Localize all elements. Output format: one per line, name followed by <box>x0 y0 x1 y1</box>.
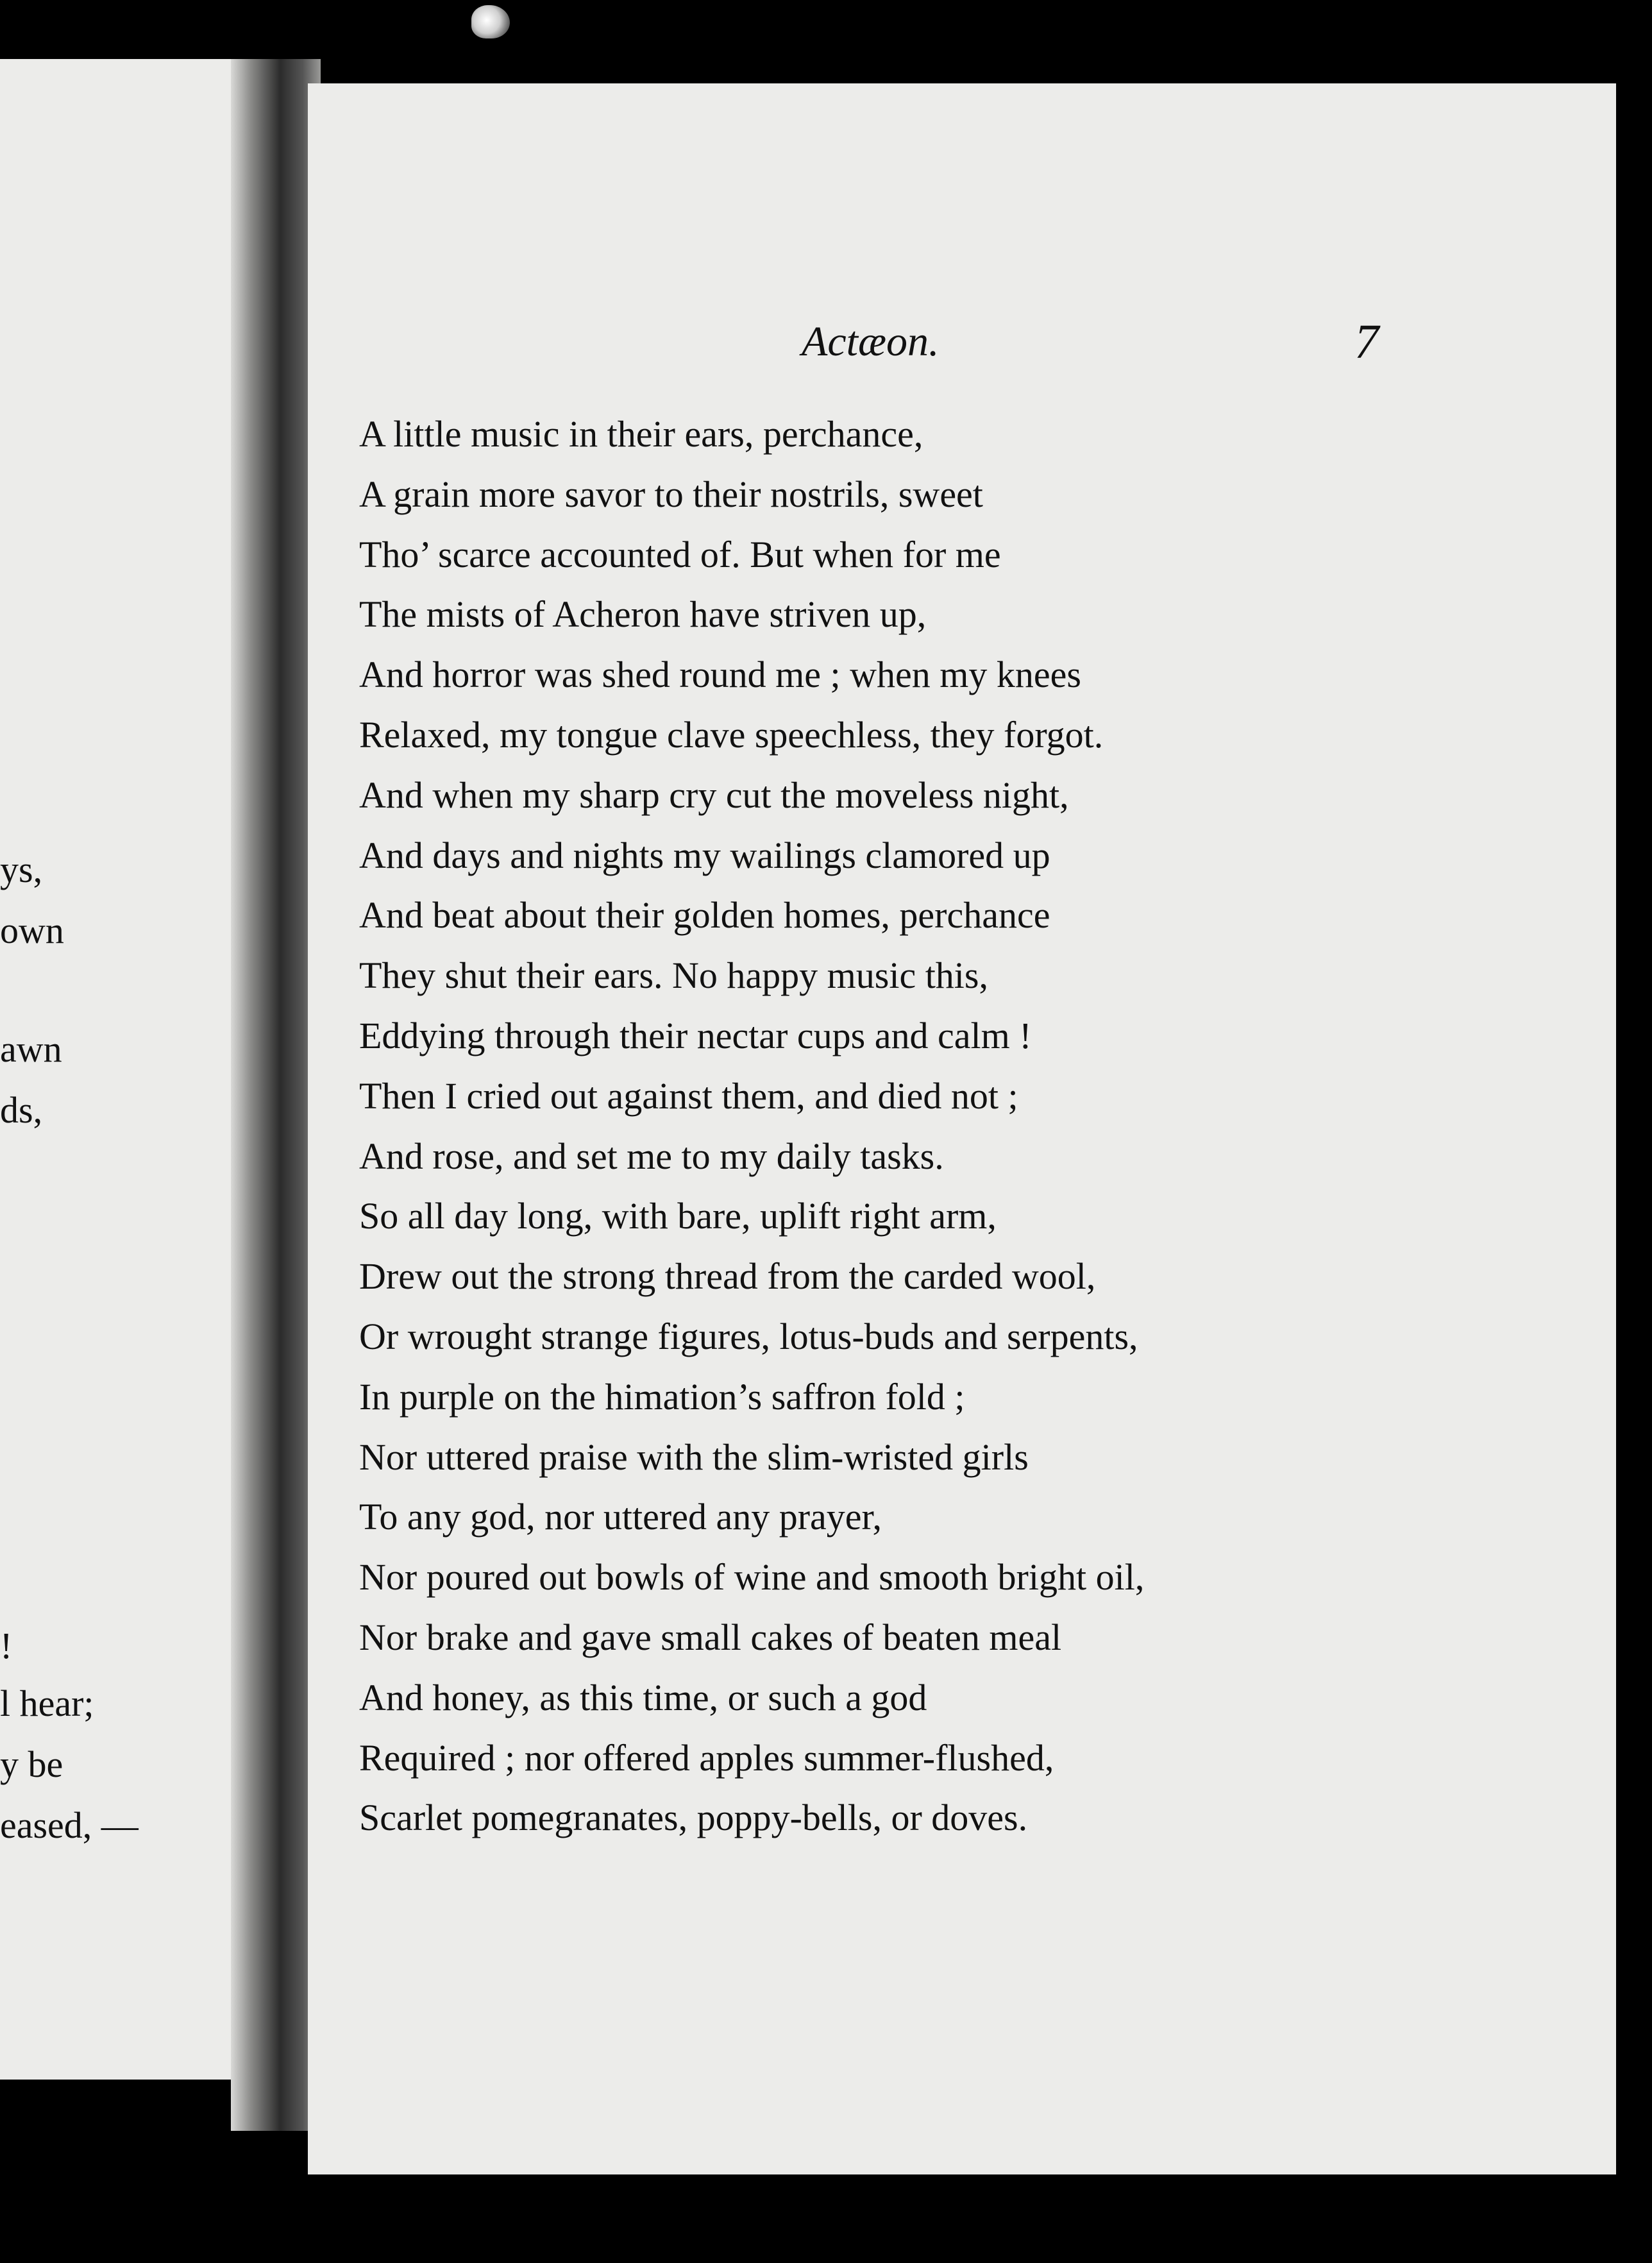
poem-line: And beat about their golden homes, perchance <box>359 894 1050 937</box>
dust-speck <box>471 5 510 38</box>
poem-line: Tho’ scarce accounted of. But when for me <box>359 533 1001 575</box>
poem-line: To any god, nor uttered any prayer, <box>359 1496 882 1538</box>
left-page <box>0 59 269 2080</box>
poem-text <box>359 404 1578 1848</box>
poem-line: A grain more savor to their nostrils, sweet <box>359 473 983 515</box>
poem-line: And when my sharp cry cut the moveless night, <box>359 774 1069 816</box>
poem-line: And horror was shed round me ; when my knees <box>359 654 1081 696</box>
poem-line: Required ; nor offered apples summer-flushed, <box>359 1736 1054 1779</box>
left-page-fragment: y be <box>0 1743 63 1785</box>
poem-line: Eddying through their nectar cups and calm ! <box>359 1014 1032 1056</box>
poem-line: The mists of Acheron have striven up, <box>359 593 927 636</box>
poem-line: Drew out the strong thread from the carded wool, <box>359 1255 1096 1298</box>
running-head: Actæon. <box>802 318 940 365</box>
poem-line: Or wrought strange figures, lotus-buds and serpents, <box>359 1315 1138 1357</box>
poem-line: A little music in their ears, perchance, <box>359 413 923 455</box>
book-gutter <box>231 59 321 2131</box>
left-page-fragment: ds, <box>0 1089 43 1131</box>
left-page-fragment: awn <box>0 1028 62 1070</box>
poem-line: And rose, and set me to my daily tasks. <box>359 1135 944 1177</box>
poem-line: Then I cried out against them, and died not ; <box>359 1074 1018 1117</box>
poem-line: In purple on the himation’s saffron fold ; <box>359 1375 965 1418</box>
poem-line: Relaxed, my tongue clave speechless, they forgot. <box>359 713 1104 756</box>
right-page <box>308 83 1616 2174</box>
poem-line: Nor poured out bowls of wine and smooth bright oil, <box>359 1556 1145 1598</box>
poem-line: And days and nights my wailings clamored up <box>359 834 1050 876</box>
poem-line: They shut their ears. No happy music this, <box>359 954 988 997</box>
poem-line: So all day long, with bare, uplift right arm, <box>359 1195 997 1237</box>
left-page-fragment: ys, <box>0 849 43 890</box>
left-page-fragment: ! <box>0 1625 13 1666</box>
left-page-fragment: l hear; <box>0 1682 94 1724</box>
page-number: 7 <box>1354 315 1379 369</box>
poem-line: Nor brake and gave small cakes of beaten meal <box>359 1616 1062 1658</box>
poem-line: Nor uttered praise with the slim-wristed girls <box>359 1436 1029 1478</box>
left-page-fragment: eased, — <box>0 1804 139 1846</box>
poem-line: And honey, as this time, or such a god <box>359 1676 927 1718</box>
left-page-fragment: own <box>0 910 64 951</box>
poem-line: Scarlet pomegranates, poppy-bells, or doves. <box>359 1797 1028 1839</box>
